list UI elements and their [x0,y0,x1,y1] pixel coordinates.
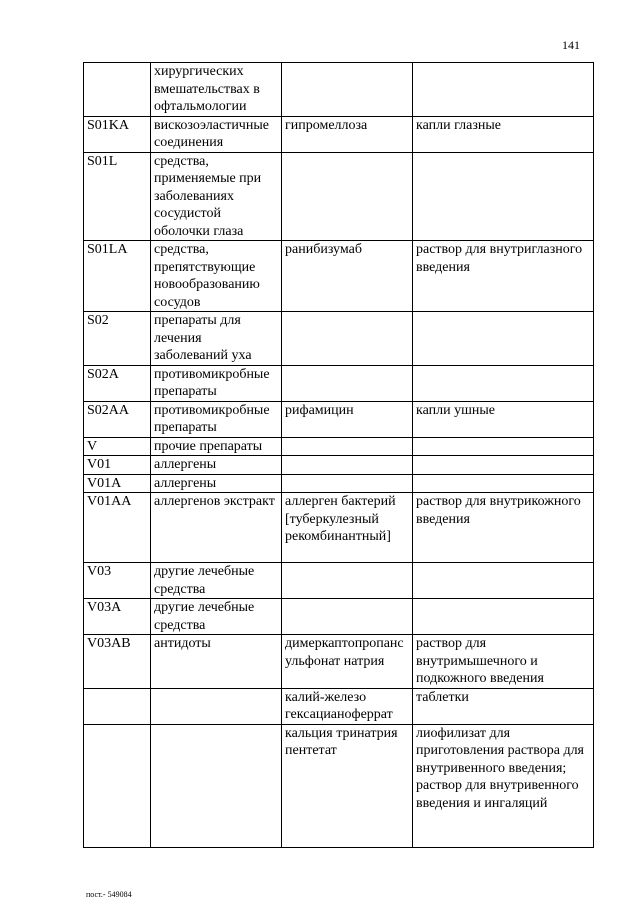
dosage-form-cell: раствор для внутримышечного и подкожного введения [413,635,594,689]
table-row [84,63,594,117]
atc-code-cell: S01KA [84,116,151,152]
dosage-form-cell [413,456,594,475]
dosage-form-cell [413,599,594,635]
table-row [84,401,594,437]
drug-name-cell [282,474,413,493]
atc-code-cell: V01 [84,456,151,475]
table-row [84,241,594,312]
drug-name-cell: рифамицин [282,401,413,437]
group-name-cell: противомикробные препараты [151,365,282,401]
table-row [84,474,594,493]
drug-name-cell [282,437,413,456]
dosage-form-cell [413,365,594,401]
group-name-cell [151,724,282,847]
table-row [84,493,594,563]
dosage-form-cell: раствор для внутрикожного введения [413,493,594,563]
table-row [84,437,594,456]
table-row [84,365,594,401]
atc-code-cell [84,63,151,117]
table-row [84,563,594,599]
drug-name-cell [282,63,413,117]
group-name-cell: средства, препятствующие новообразованию сосудов [151,241,282,312]
drug-name-cell [282,456,413,475]
group-name-cell: другие лечебные средства [151,599,282,635]
group-name-cell: препараты для лечения заболеваний уха [151,312,282,366]
table-row [84,688,594,724]
group-name-cell: аллергенов экстракт [151,493,282,563]
table-row [84,599,594,635]
group-name-cell [151,688,282,724]
dosage-form-cell [413,152,594,241]
table-row [84,635,594,689]
dosage-form-cell: капли глазные [413,116,594,152]
drug-name-cell [282,365,413,401]
group-name-cell: другие лечебные средства [151,563,282,599]
dosage-form-cell [413,563,594,599]
group-name-cell: аллергены [151,456,282,475]
atc-code-cell: S02AA [84,401,151,437]
drug-name-cell: калий-железо гексацианоферрат [282,688,413,724]
atc-code-cell [84,724,151,847]
group-name-cell: хирургических вмешательствах в офтальмологии [151,63,282,117]
document-footer-code: пост.- 549084 [86,890,132,899]
drug-name-cell: аллерген бактерий [туберкулезный рекомбинантный] [282,493,413,563]
group-name-cell: антидоты [151,635,282,689]
dosage-form-cell [413,437,594,456]
group-name-cell: средства, применяемые при заболеваниях сосудистой оболочки глаза [151,152,282,241]
atc-code-cell: S02 [84,312,151,366]
drug-name-cell: гипромеллоза [282,116,413,152]
drug-name-cell [282,599,413,635]
atc-code-cell [84,688,151,724]
table-row [84,116,594,152]
drug-name-cell: димеркаптопропансульфонат натрия [282,635,413,689]
table-row [84,152,594,241]
dosage-form-cell: таблетки [413,688,594,724]
atc-code-cell: V [84,437,151,456]
atc-code-cell: V01AA [84,493,151,563]
page-number: 141 [562,38,580,52]
atc-code-cell: S01LA [84,241,151,312]
atc-code-cell: S02A [84,365,151,401]
dosage-form-cell [413,474,594,493]
group-name-cell: вискозоэластичные соединения [151,116,282,152]
dosage-form-cell: лиофилизат для приготовления раствора для внутривенного введения; раствор для внутривенного введения и ингаляций [413,724,594,847]
table-row [84,456,594,475]
drug-name-cell: ранибизумаб [282,241,413,312]
atc-code-cell: V03AB [84,635,151,689]
dosage-form-cell: раствор для внутриглазного введения [413,241,594,312]
table-row [84,724,594,847]
drug-name-cell [282,563,413,599]
group-name-cell: аллергены [151,474,282,493]
drug-name-cell [282,312,413,366]
atc-code-cell: V03 [84,563,151,599]
medication-table [83,62,594,848]
atc-code-cell: V03A [84,599,151,635]
dosage-form-cell: капли ушные [413,401,594,437]
drug-name-cell: кальция тринатрия пентетат [282,724,413,847]
dosage-form-cell [413,312,594,366]
table-row [84,312,594,366]
group-name-cell: прочие препараты [151,437,282,456]
group-name-cell: противомикробные препараты [151,401,282,437]
drug-name-cell [282,152,413,241]
atc-code-cell: V01A [84,474,151,493]
atc-code-cell: S01L [84,152,151,241]
dosage-form-cell [413,63,594,117]
